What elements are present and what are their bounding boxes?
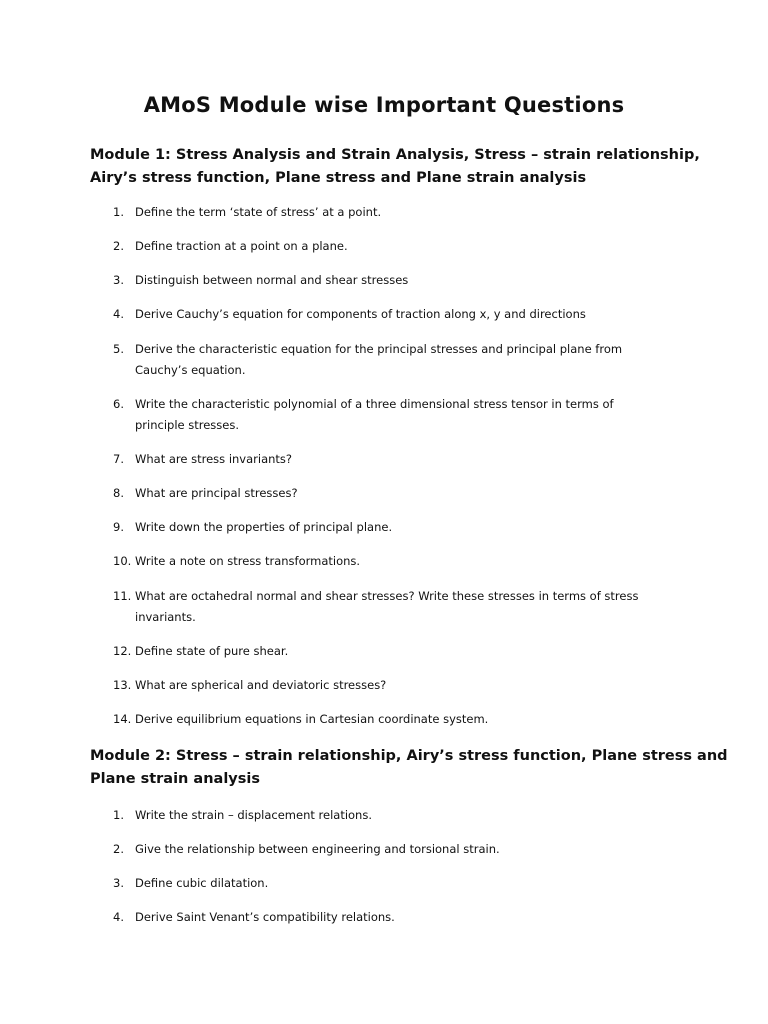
question-number: 9. [113, 520, 124, 534]
question-line: Write the strain – displacement relations. [135, 808, 372, 822]
question-line: What are principal stresses? [135, 486, 298, 500]
question-text [135, 236, 683, 257]
module-1-question-7 [113, 449, 683, 470]
question-number: 4. [113, 910, 124, 924]
question-line: Define the term ‘state of stress’ at a point. [135, 205, 382, 219]
question-text [135, 202, 683, 223]
question-text [135, 270, 683, 291]
question-line: Cauchy’s equation. [135, 363, 246, 377]
question-line: Derive Cauchy’s equation for components of traction along x, y and directions [135, 307, 586, 321]
module-1-question-12 [113, 641, 683, 662]
module-1-question-6 [113, 394, 683, 436]
question-line: Define state of pure shear. [135, 644, 289, 658]
question-number: 2. [113, 239, 124, 253]
question-number: 14. [113, 712, 132, 726]
question-line: principle stresses. [135, 418, 240, 432]
question-number: 6. [113, 397, 124, 411]
question-line: Give the relationship between engineering and torsional strain. [135, 842, 500, 856]
question-line: Write a note on stress transformations. [135, 554, 361, 568]
module-1-question-10 [113, 551, 683, 572]
question-number: 13. [113, 678, 132, 692]
question-text [135, 709, 683, 730]
question-text [135, 675, 683, 696]
question-text [135, 873, 683, 894]
module-2-question-1 [113, 805, 683, 826]
question-number: 12. [113, 644, 132, 658]
question-line: Distinguish between normal and shear stresses [135, 273, 409, 287]
question-text [135, 339, 683, 381]
question-line: Derive the characteristic equation for the principal stresses and principal plane from [135, 342, 623, 356]
question-number: 1. [113, 808, 124, 822]
question-line: What are octahedral normal and shear stresses? Write these stresses in terms of stress [135, 589, 639, 603]
module-2-heading [90, 745, 728, 791]
question-text [135, 394, 683, 436]
question-number: 11. [113, 589, 132, 603]
question-line: Derive equilibrium equations in Cartesian coordinate system. [135, 712, 489, 726]
question-line: Write down the properties of principal plane. [135, 520, 393, 534]
question-line: Define traction at a point on a plane. [135, 239, 348, 253]
question-text [135, 551, 683, 572]
module-2-heading-line-2: Plane strain analysis [90, 771, 260, 787]
question-text [135, 449, 683, 470]
module-1-question-13 [113, 675, 683, 696]
page-title: AMoS Module wise Important Questions [143, 93, 625, 117]
question-number: 8. [113, 486, 124, 500]
question-text [135, 586, 683, 628]
question-text [135, 483, 683, 504]
question-line: Derive Saint Venant’s compatibility relations. [135, 910, 395, 924]
question-number: 1. [113, 205, 124, 219]
module-1-question-14 [113, 709, 683, 730]
question-number: 7. [113, 452, 124, 466]
question-text [135, 304, 683, 325]
module-2-question-3 [113, 873, 683, 894]
question-number: 2. [113, 842, 124, 856]
question-line: Write the characteristic polynomial of a three dimensional stress tensor in terms of [135, 397, 614, 411]
question-text [135, 641, 683, 662]
question-number: 3. [113, 273, 124, 287]
question-number: 10. [113, 554, 132, 568]
module-1-question-1 [113, 202, 683, 223]
question-number: 4. [113, 307, 124, 321]
module-2-question-2 [113, 839, 683, 860]
question-text [135, 907, 683, 928]
module-1-question-4 [113, 304, 683, 325]
question-line: Define cubic dilatation. [135, 876, 269, 890]
module-1-question-3 [113, 270, 683, 291]
question-text [135, 805, 683, 826]
question-number: 3. [113, 876, 124, 890]
module-1-heading-line-2: Airy’s stress function, Plane stress and Plane strain analysis [90, 170, 587, 186]
module-1-question-9 [113, 517, 683, 538]
module-1-question-5 [113, 339, 683, 381]
module-1-heading [90, 144, 700, 190]
module-2-question-4 [113, 907, 683, 928]
module-1-heading-line-1: Module 1: Stress Analysis and Strain Analysis, Stress – strain relationship, [90, 147, 700, 163]
question-number: 5. [113, 342, 124, 356]
question-line: What are spherical and deviatoric stresses? [135, 678, 387, 692]
module-2-heading-line-1: Module 2: Stress – strain relationship, Airy’s stress function, Plane stress and [90, 748, 728, 764]
question-line: What are stress invariants? [135, 452, 293, 466]
module-1-question-11 [113, 586, 683, 628]
module-1-question-8 [113, 483, 683, 504]
question-text [135, 839, 683, 860]
module-1-question-2 [113, 236, 683, 257]
question-text [135, 517, 683, 538]
question-line: invariants. [135, 610, 196, 624]
